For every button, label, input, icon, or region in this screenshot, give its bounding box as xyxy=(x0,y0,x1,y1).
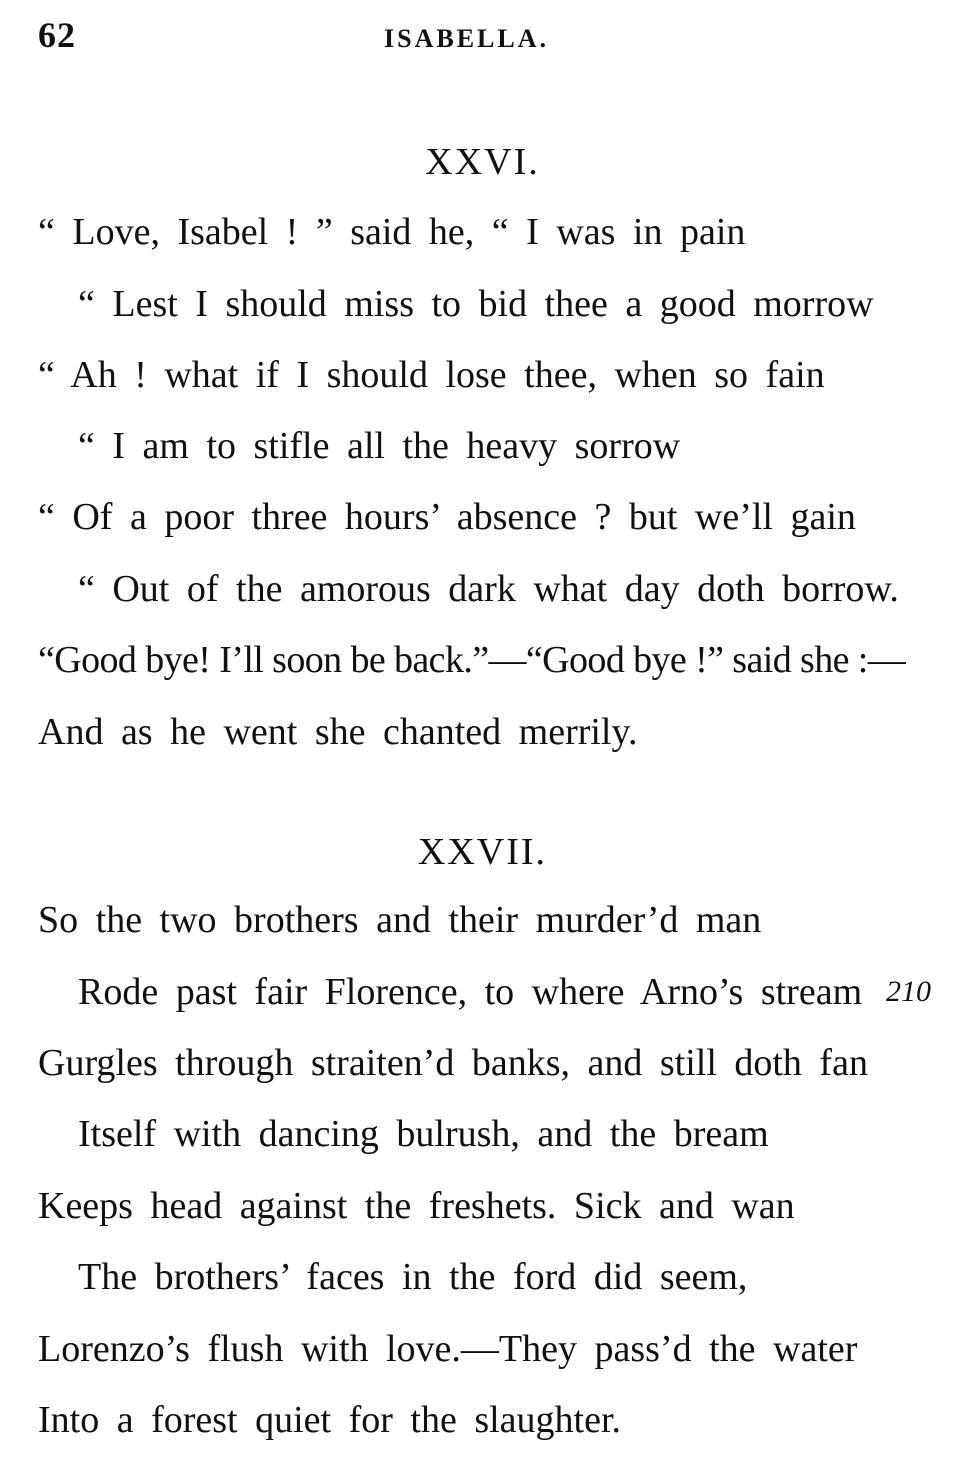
verse-line: “ Out of the amorous dark what day doth borrow. xyxy=(78,568,899,610)
verse-line: “Good bye! I’ll soon be back.”—“Good bye !” said she :— xyxy=(38,639,906,681)
stanza-number-xxvii: XXVII. xyxy=(417,831,548,873)
verse-line: The brothers’ faces in the ford did seem, xyxy=(78,1256,748,1298)
verse-line: Rode past fair Florence, to where Arno’s stream xyxy=(78,971,863,1013)
verse-line: Lorenzo’s flush with love.—They pass’d the water xyxy=(38,1328,858,1370)
line-number: 210 xyxy=(886,975,931,1008)
verse-line: And as he went she chanted merrily. xyxy=(38,711,638,753)
verse-line: Itself with dancing bulrush, and the bream xyxy=(78,1113,769,1155)
running-title: ISABELLA. xyxy=(384,24,549,53)
verse-line: So the two brothers and their murder’d man xyxy=(38,899,762,941)
verse-line: “ Ah ! what if I should lose thee, when so fain xyxy=(38,354,825,396)
verse-line: “ Of a poor three hours’ absence ? but we’ll gain xyxy=(38,496,856,538)
verse-line: Keeps head against the freshets. Sick and wan xyxy=(38,1185,795,1227)
verse-line: “ Love, Isabel ! ” said he, “ I was in pain xyxy=(38,211,746,253)
stanza-number-xxvi: XXVI. xyxy=(425,141,540,183)
running-head xyxy=(0,14,955,58)
verse-line: Into a forest quiet for the slaughter. xyxy=(38,1399,622,1441)
verse-line: Gurgles through straiten’d banks, and still doth fan xyxy=(38,1042,868,1084)
verse-line: “ I am to stifle all the heavy sorrow xyxy=(78,425,681,467)
page-number: 62 xyxy=(38,15,76,55)
verse-line: “ Lest I should miss to bid thee a good morrow xyxy=(78,283,874,325)
